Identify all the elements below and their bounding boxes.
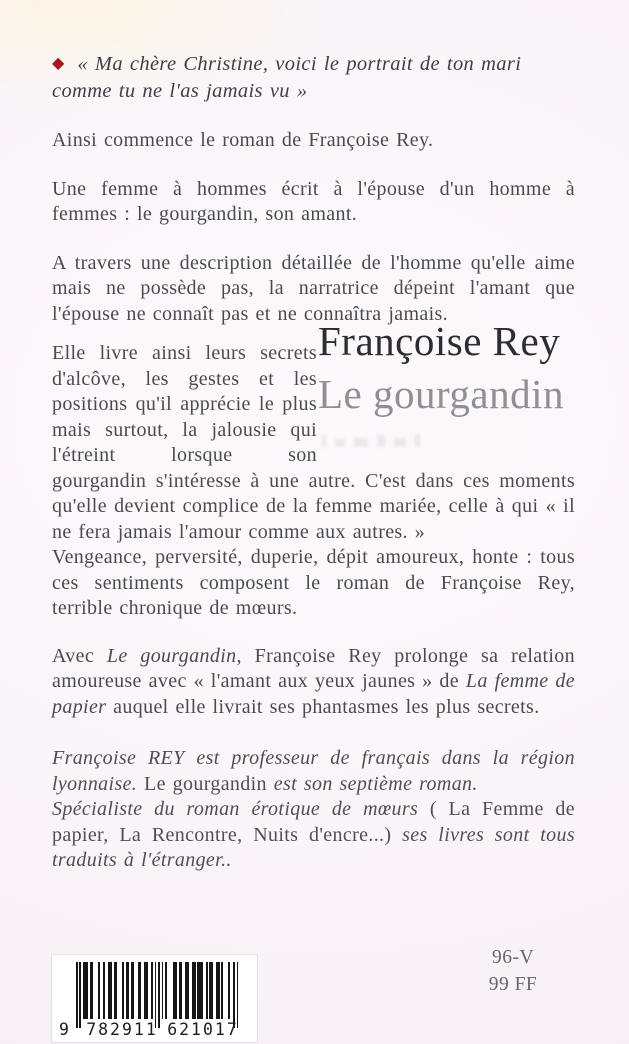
barcode-bar xyxy=(228,962,230,1019)
text-segment: La femme de papier xyxy=(52,670,575,718)
book-title: Le gourgandin xyxy=(318,371,564,417)
price: 99 FF xyxy=(488,974,538,995)
barcode-bar xyxy=(221,962,223,1019)
barcode-bar xyxy=(162,962,164,1019)
barcode-digit-group-2: 621017 xyxy=(167,1020,239,1039)
paragraph-a-travers: A travers une description détaillée de l'homme qu'elle aime mais ne possède pas, la narratrice dépeint l'amant que l'épouse ne connaît pas et ne connaîtra jamais. xyxy=(52,251,575,325)
opening-quote xyxy=(52,50,575,105)
edition-code: 96-V xyxy=(491,947,535,968)
barcode-bar xyxy=(211,962,213,1019)
paragraph-ainsi: Ainsi commence le roman de Françoise Rey. xyxy=(52,129,434,151)
text-segment: Spécialiste du roman érotique de mœurs xyxy=(52,798,430,820)
barcode-bar xyxy=(180,962,182,1019)
barcode-bar xyxy=(103,962,105,1019)
text-segment: Françoise REY est professeur de français dans la région lyonnaise. xyxy=(52,747,575,795)
text-segment: auquel elle livrait ses phantasmes les plus secrets. xyxy=(106,695,540,718)
price-block xyxy=(458,944,568,998)
barcode-digits xyxy=(52,1019,257,1039)
barcode-bar xyxy=(151,962,153,1019)
paragraph-bio-1 xyxy=(52,746,575,797)
paragraph-vengeance: Vengeance, perversité, duperie, dépit amoureux, honte : tous ces sentiments composent le roman de Françoise Rey, terrible chronique de mœurs. xyxy=(52,546,575,619)
barcode-lead-digit: 9 xyxy=(59,1020,69,1039)
faint-ghost-print xyxy=(322,433,598,447)
back-cover-text-column xyxy=(52,50,575,874)
text-segment: ses livres sont tous traduits à l'étranger.. xyxy=(52,823,575,871)
barcode-bar xyxy=(132,962,134,1019)
barcode-bar xyxy=(139,962,141,1019)
paragraph-une-femme: Une femme à hommes écrit à l'épouse d'un homme à femmes : le gourgandin, son amant. xyxy=(52,177,575,225)
opening-quote-text: « Ma chère Christine, voici le portrait de ton mari comme tu ne l'as jamais vu » xyxy=(52,53,522,102)
barcode-bar xyxy=(165,962,167,1019)
barcode-bar xyxy=(115,962,117,1019)
text-segment: ( La Femme de papier, La Rencontre, Nuits d'encre...) xyxy=(52,798,575,846)
diamond-bullet-icon: ◆ xyxy=(52,55,65,72)
title-block xyxy=(318,318,598,447)
barcode-bar xyxy=(187,962,189,1019)
paragraph-elle-livre-text: Elle livre ainsi leurs secrets d'alcôve, les gestes et les positions qu'il apprécie le plus mais surtout, la jalousie qui l'étreint lorsque son gourgandin s'intéresse à une autre. C'est dans ces moments qu'elle devient complice de la femme mariée, celle à qui « il ne fera jamais l'amour comme aux autres. » xyxy=(52,342,575,543)
text-segment: Avec xyxy=(52,644,107,667)
paragraph-avec xyxy=(52,644,575,721)
barcode-bar xyxy=(146,962,148,1019)
barcode-bar xyxy=(194,962,196,1019)
barcode-bar xyxy=(201,962,203,1019)
paragraph-bio-2 xyxy=(52,797,575,874)
barcode-bar xyxy=(175,962,177,1019)
author-name: Françoise Rey xyxy=(318,318,561,364)
text-segment: est son septième roman. xyxy=(273,772,478,795)
barcode-bar xyxy=(127,962,129,1019)
barcode-bar xyxy=(86,962,88,1019)
barcode-bar xyxy=(122,962,124,1019)
isbn-barcode xyxy=(52,955,257,1042)
barcode-bar xyxy=(110,962,112,1019)
text-segment: , Françoise Rey prolonge sa relation amoureuse avec « l'amant aux yeux jaunes » de xyxy=(52,644,575,692)
barcode-bar xyxy=(98,962,100,1019)
barcode-bar xyxy=(206,962,208,1019)
barcode-bar xyxy=(91,962,93,1019)
barcode-digit-group-1: 782911 xyxy=(86,1020,158,1039)
text-segment: Le gourgandin xyxy=(137,772,274,795)
text-segment: Le gourgandin xyxy=(106,644,237,667)
barcode-bar xyxy=(218,962,220,1019)
